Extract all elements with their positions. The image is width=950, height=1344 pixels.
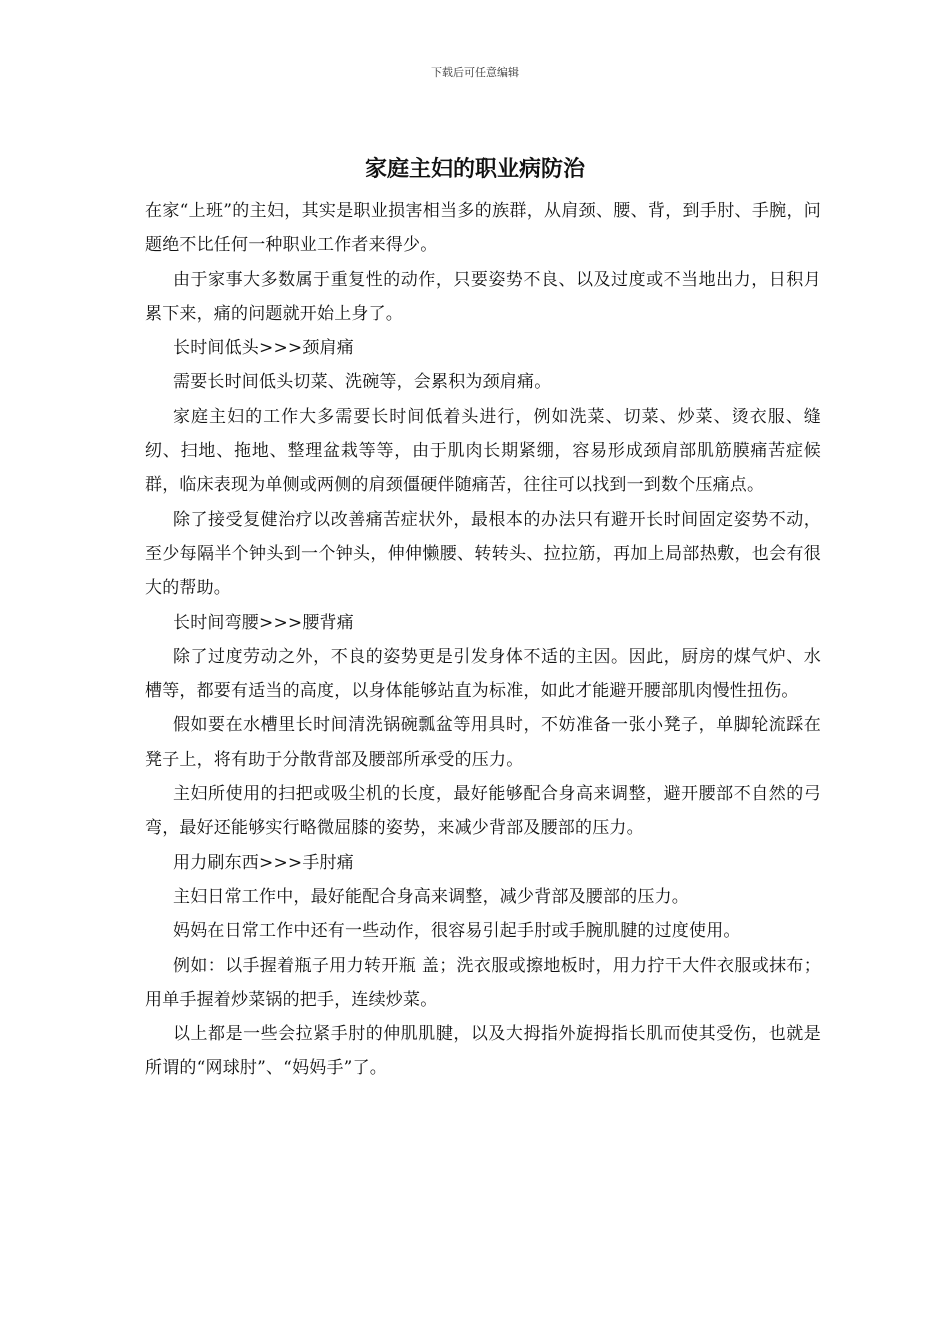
paragraph: 由于家事大多数属于重复性的动作，只要姿势不良、以及过度或不当地出力，日积月累下来，痛的问题就开始上身了。 bbox=[145, 269, 821, 324]
paragraph-intro: 在家“上班”的主妇，其实是职业损害相当多的族群，从肩颈、腰、背，到手肘、手腕，问题绝不比任何一种职业工作者来得少。 bbox=[145, 201, 821, 256]
section-heading-back: 长时间弯腰>>>腰背痛 bbox=[173, 612, 354, 633]
paragraph: 妈妈在日常工作中还有一些动作，很容易引起手肘或手腕肌腱的过度使用。 bbox=[173, 921, 741, 942]
paragraph: 除了接受复健治疗以改善痛苦症状外，最根本的办法只有避开长时间固定姿势不动，至少每隔半个钟头到一个钟头，伸伸懒腰、转转头、拉拉筋，再加上局部热敷，也会有很大的帮助。 bbox=[145, 509, 821, 599]
paragraph: 主妇所使用的扫把或吸尘机的长度，最好能够配合身高来调整，避开腰部不自然的弓弯，最好还能够实行略微屈膝的姿势，来减少背部及腰部的压力。 bbox=[145, 784, 821, 839]
paragraph: 需要长时间低头切菜、洗碗等，会累积为颈肩痛。 bbox=[173, 372, 552, 393]
paragraph: 假如要在水槽里长时间清洗锅碗瓢盆等用具时，不妨准备一张小凳子，单脚轮流踩在凳子上，将有助于分散背部及腰部所承受的压力。 bbox=[145, 715, 821, 770]
paragraph: 主妇日常工作中，最好能配合身高来调整，减少背部及腰部的压力。 bbox=[173, 886, 689, 907]
document-title: 家庭主妇的职业病防治 bbox=[364, 156, 585, 182]
section-heading-neck-shoulder: 长时间低头>>>颈肩痛 bbox=[173, 338, 354, 359]
section-heading-elbow: 用力刷东西>>>手肘痛 bbox=[173, 852, 354, 873]
paragraph: 例如：以手握着瓶子用力转开瓶 盖；洗衣服或擦地板时，用力拧干大件衣服或抹布；用单手握着炒菜锅的把手，连续炒菜。 bbox=[145, 955, 821, 1010]
document-body bbox=[145, 194, 821, 1086]
page-header-note: 下载后可任意编辑 bbox=[431, 66, 519, 79]
paragraph: 除了过度劳动之外，不良的姿势更是引发身体不适的主因。因此，厨房的煤气炉、水槽等，都要有适当的高度，以身体能够站直为标准，如此才能避开腰部肌肉慢性扭伤。 bbox=[145, 646, 821, 702]
paragraph: 以上都是一些会拉紧手肘的伸肌肌腱，以及大拇指外旋拇指长肌而使其受伤，也就是所谓的“网球肘”、“妈妈手”了。 bbox=[145, 1024, 821, 1079]
paragraph: 家庭主妇的工作大多需要长时间低着头进行，例如洗菜、切菜、炒菜、烫衣服、缝纫、扫地、拖地、整理盆栽等等，由于肌肉长期紧绷，容易形成颈肩部肌筋膜痛苦症候群，临床表现为单侧或两侧的肩颈僵硬伴随痛苦，往往可以找到一到数个压痛点。 bbox=[145, 406, 821, 496]
